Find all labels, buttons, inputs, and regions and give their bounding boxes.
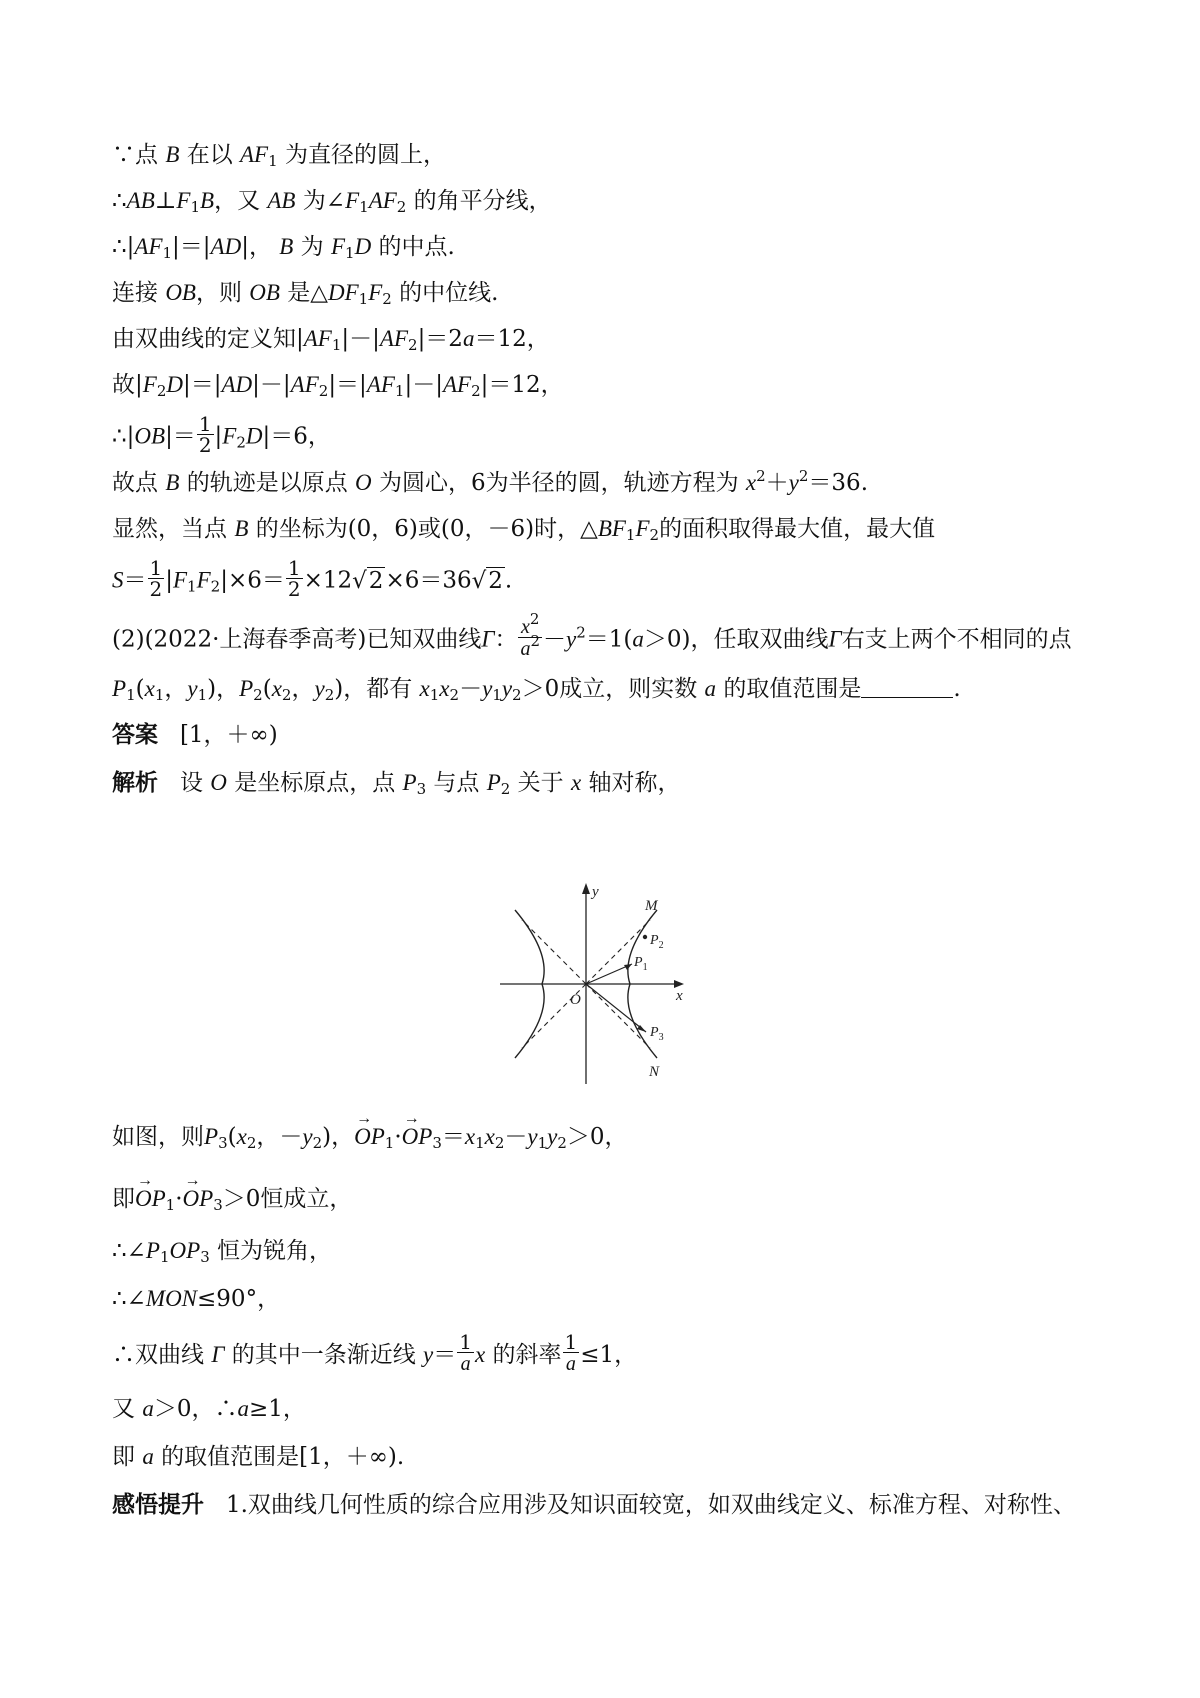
hyperbola-figure <box>498 880 710 1086</box>
analysis-label: 解析 <box>112 770 158 796</box>
vector-OP3: → OP <box>402 1122 433 1152</box>
fraction-one-over-a: $\frac{1}{a}$ <box>564 1330 578 1375</box>
vector-OP1: → OP <box>135 1184 166 1214</box>
text-line-20: 又 a＞0，∴a≥1， <box>112 1396 306 1422</box>
fraction-x2-over-a2: $\frac{x^2}{a^2}$ <box>520 610 541 660</box>
label-O: O <box>570 992 581 1008</box>
text-line-12: $P_1(x_1$，$y_1$)，$P_2(x_2$，$y_2$)，都有 $x_1x_2-y_1y_2>0$成立，则实数 a 的取值范围是 . <box>112 676 961 704</box>
text-line-3: $\therefore|AF_1|=|AD|$， B 为 $F_1D$ 的中点. <box>112 234 455 262</box>
analysis-line: 解析 设 O 是坐标原点，点 $P_3$ 与点 $P_2$ 关于 x 轴对称， <box>112 770 681 798</box>
text-line-6: 故$|F_2D|=|AD|-|AF_2|=|AF_1|-|AF_2|=12$， <box>112 372 564 400</box>
square-root: √2 <box>352 567 384 594</box>
text-line-16: 即→ $OP_1\cdot\to OP_3>0$恒成立， <box>112 1184 352 1214</box>
text-line-7: ∴|OB|＝ $\frac{1}{2}$ $|F_2D|=6$， <box>112 412 331 457</box>
reflection-label: 感悟提升 <box>112 1492 204 1518</box>
segment-OP3 <box>586 984 646 1032</box>
text-line-2: $\therefore AB\perp F_1B$，又 AB 为$\angle F_1AF_2$ 的角平分线， <box>112 188 552 216</box>
label-N: N <box>649 1064 660 1080</box>
vector-OP3: → OP <box>183 1184 214 1214</box>
asymptote-ON <box>586 984 650 1048</box>
label-M: M <box>645 898 658 914</box>
answer-value: [1，＋∞) <box>179 722 278 748</box>
text-line-4: 连接 OB，则 OB 是$\triangle DF_1F_2$ 的中位线. <box>112 280 499 308</box>
x-axis-arrow <box>674 980 684 988</box>
answer-line <box>112 720 278 750</box>
square-root: √2 <box>471 567 503 594</box>
label-y: y <box>592 884 599 900</box>
fraction-one-half: $\frac{1}{2}$ <box>149 556 163 601</box>
asymptote-left-upper <box>522 920 586 984</box>
text-line-17: $\therefore\angle P_1OP_3$ 恒为锐角， <box>112 1238 333 1266</box>
label-P1: $P_1$ <box>634 955 648 973</box>
label-x: x <box>676 988 683 1004</box>
asymptote-OM <box>586 920 650 984</box>
text-line-15: 如图，则$P_3(x_2$，$-y_2$)，→ $OP_1\cdot\to OP_3=x_1x_2-y_1y_2>0$， <box>112 1122 628 1152</box>
point-P2 <box>643 935 647 939</box>
fraction-one-half: $\frac{1}{2}$ <box>198 412 212 457</box>
y-axis-arrow <box>582 883 590 894</box>
text-line-19: ∴双曲线 Γ 的其中一条渐近线 y＝ $\frac{1}{a}$ x 的斜率 $\frac{1}{a}$ ≤1， <box>112 1330 638 1375</box>
text-line-21: 即 a 的取值范围是[1，＋∞). <box>112 1444 405 1470</box>
label-P3: $P_3$ <box>650 1025 664 1043</box>
vector-OP1: → OP <box>354 1122 385 1152</box>
answer-blank <box>861 675 953 698</box>
text-line-5: 由双曲线的定义知$|AF_1|-|AF_2|=2a=12$， <box>112 326 550 354</box>
text-line-8: 故点 B 的轨迹是以原点 O 为圆心，6为半径的圆，轨迹方程为 $x^2+y^2=36$. <box>112 467 868 496</box>
answer-label: 答案 <box>112 722 158 748</box>
reflection-line: 感悟提升 1.双曲线几何性质的综合应用涉及知识面较宽，如双曲线定义、标准方程、对称性、 <box>112 1492 1076 1518</box>
text-line-18: ∴∠MON≤90°， <box>112 1286 281 1312</box>
text-line-9: 显然，当点 B 的坐标为(0，6)或(0，－6)时，$\triangle BF_1F_2$的面积取得最大值，最大值 <box>112 516 936 544</box>
text-line-10: S＝ $\frac{1}{2}$ $|F_1F_2|\times 6=$ $\frac{1}{2}$ ×12√2×6＝36√2. <box>112 556 513 601</box>
segment-OP1 <box>586 964 632 984</box>
text-line-11: (2)(2022·上海春季高考)已知双曲线Γ： $\frac{x^2}{a^2}$ $-y^2=1(a>0)$，任取双曲线Γ右支上两个不相同的点 <box>112 610 1072 660</box>
fraction-one-over-a: $\frac{1}{a}$ <box>459 1330 472 1375</box>
text-line-1: ∵点 B 在以 $AF_1$ 为直径的圆上， <box>112 142 446 170</box>
label-P2: $P_2$ <box>650 933 664 951</box>
fraction-one-half: $\frac{1}{2}$ <box>287 556 301 601</box>
